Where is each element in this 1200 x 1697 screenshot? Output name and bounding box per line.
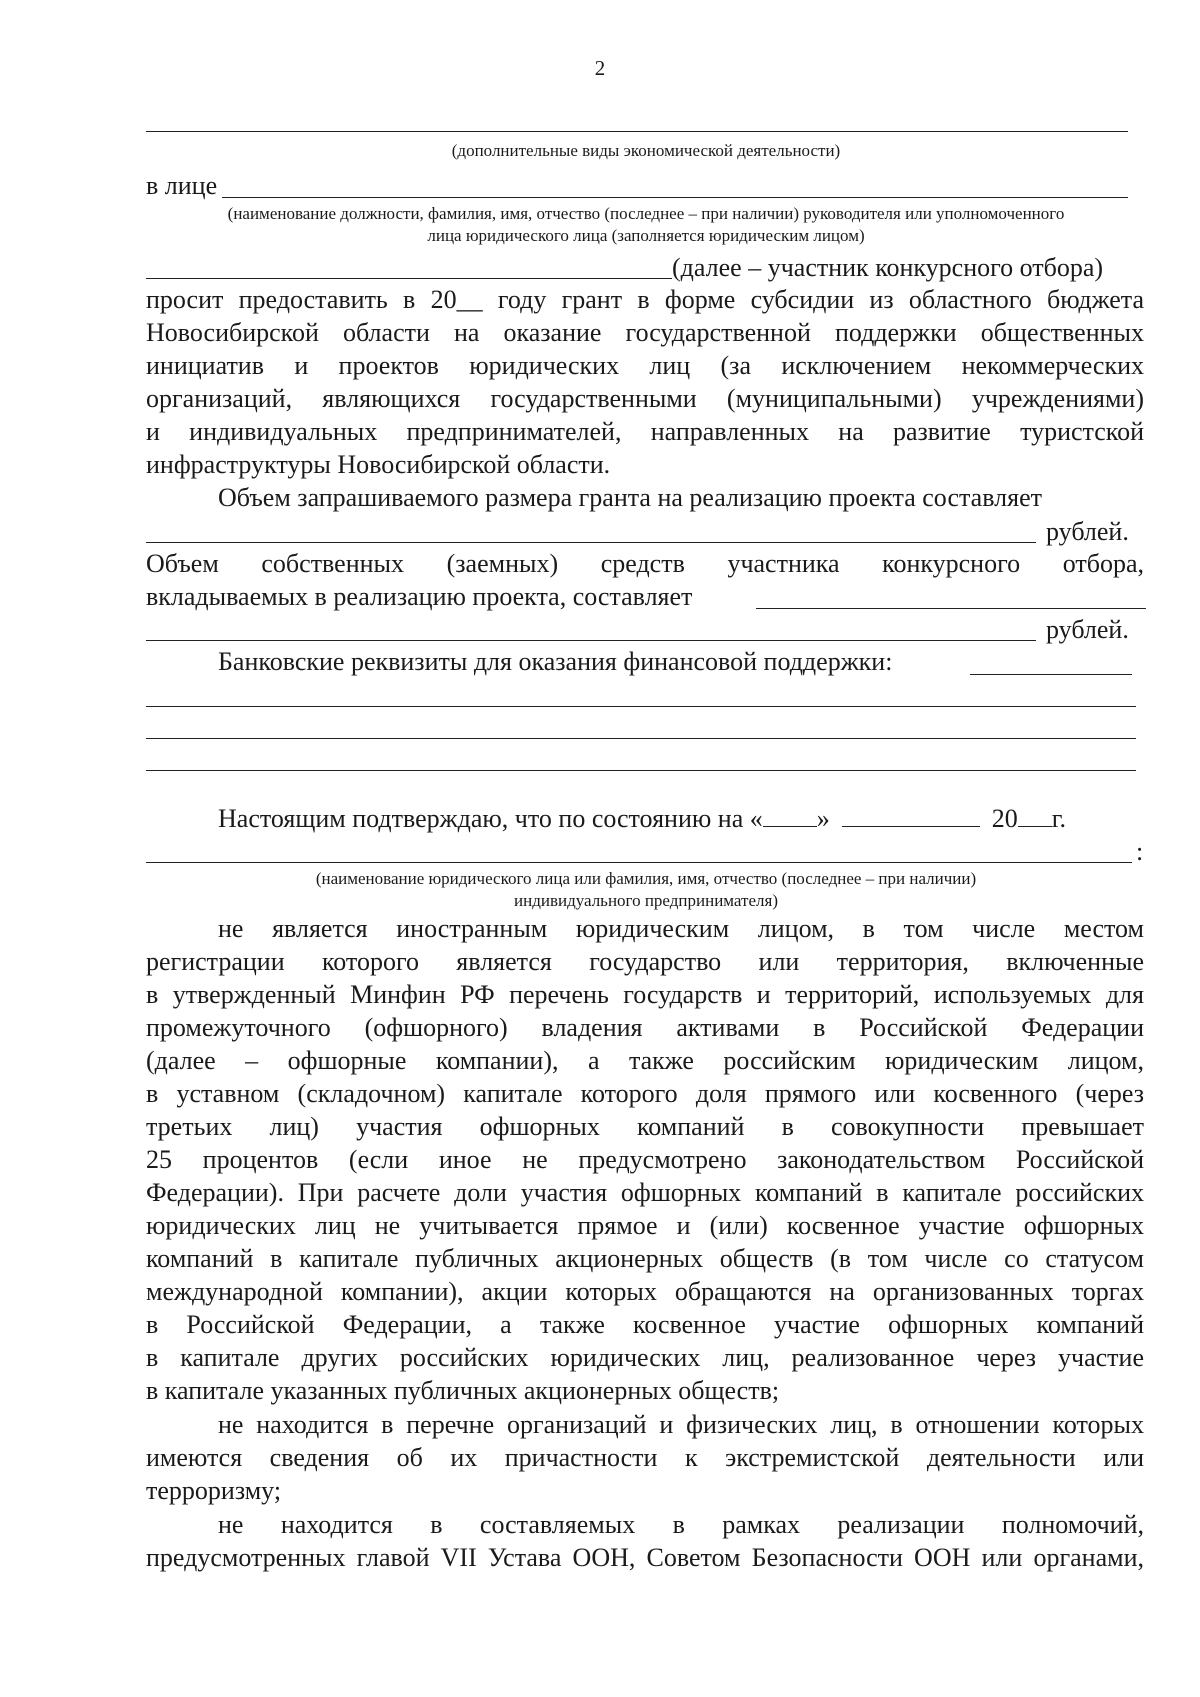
bank-details-blank-line-2 [146,738,1136,739]
extremism-line-3: терроризму; [146,1476,282,1505]
offshore-line-4: промежуточного (офшорного) владения активами в Российской Федерации [146,1013,1144,1042]
year-blank [1018,804,1052,827]
own-funds-blank-line-2 [146,640,1036,641]
offshore-line-12: международной компании), акции которых обращаются на организованных торгах [146,1277,1144,1306]
extremism-line-1: не находится в перечне организаций и физических лиц, в отношении которых [218,1410,1144,1439]
own-funds-line-2: вкладываемых в реализацию проекта, составляет [146,582,693,611]
bank-details-blank-line-1 [146,706,1136,707]
representative-blank-line [222,197,1128,198]
entity-name-caption-line2: индивидуального предпринимателя) [514,891,778,910]
confirm-g: г. [1051,804,1066,833]
request-line-5: и индивидуальных предпринимателей, направленных на развитие туристской [146,417,1144,446]
participant-label: (далее – участник конкурсного отбора) [672,253,1104,282]
activities-caption: (дополнительные виды экономической деятельности) [451,141,841,160]
representative-caption-line2: лица юридического лица (заполняется юридическим лицом) [427,226,865,245]
entity-name-colon: : [1136,837,1144,866]
offshore-line-7: третьих лиц) участия офшорных компаний в совокупности превышает [146,1112,1144,1141]
confirm-text [218,803,1066,835]
own-funds-rubles: рублей. [1046,615,1129,644]
offshore-line-3: в утвержденный Минфин РФ перечень государств и территорий, используемых для [146,980,1144,1009]
entity-name-caption-line1: (наименование юридического лица или фамилия, имя, отчество (последнее – при наличии) [315,869,977,888]
offshore-line-9: Федерации). При расчете доли участия офшорных компаний в капитале российских [146,1178,1144,1207]
offshore-line-1: не является иностранным юридическим лицом, в том числе местом [218,914,1144,943]
participant-blank-line [146,278,672,279]
request-line-2: Новосибирской области на оказание государственной поддержки общественных [146,318,1144,347]
bank-details-label: Банковские реквизиты для оказания финансовой поддержки: [218,647,893,676]
entity-name-blank-line [146,862,1132,863]
v-litse-label: в лице [146,171,218,200]
offshore-line-11: компаний в капитале публичных акционерных обществ (в том числе со статусом [146,1244,1144,1273]
month-blank [842,804,980,827]
grant-amount-blank-line [146,542,1036,543]
day-blank [763,804,817,827]
confirm-prefix: Настоящим подтверждаю, что по состоянию на « [218,804,763,833]
request-line-6: инфраструктуры Новосибирской области. [146,450,611,479]
bank-details-blank-line-3 [146,770,1136,771]
representative-caption-line1: (наименование должности, фамилия, имя, отчество (последнее – при наличии) руководителя или уполномоченного [227,204,1065,223]
confirm-year: 20 [991,804,1018,833]
page-number: 2 [594,56,606,80]
offshore-line-10: юридических лиц не учитывается прямое и (или) косвенное участие офшорных [146,1211,1144,1240]
offshore-line-15: в капитале указанных публичных акционерных обществ; [146,1376,780,1405]
offshore-line-14: в капитале других российских юридических лиц, реализованное через участие [146,1343,1144,1372]
offshore-line-6: в уставном (складочном) капитале которого доля прямого или косвенного (через [146,1079,1144,1108]
own-funds-blank-line-1 [756,608,1146,609]
offshore-line-8: 25 процентов (если иное не предусмотрено законодательством Российской [146,1145,1144,1174]
offshore-line-5: (далее – офшорные компании), а также российским юридическим лицом, [146,1046,1144,1075]
grant-amount-label: Объем запрашиваемого размера гранта на реализацию проекта составляет [218,483,1042,512]
activities-blank-line [146,131,1128,132]
extremism-line-2: имеются сведения об их причастности к экстремистской деятельности или [146,1443,1144,1472]
request-line-1: просит предоставить в 20__ году грант в форме субсидии из областного бюджета [146,285,1144,314]
un-list-line-1: не находится в составляемых в рамках реализации полномочий, [218,1510,1144,1539]
offshore-line-2: регистрации которого является государство или территория, включенные [146,947,1144,976]
offshore-line-13: в Российской Федерации, а также косвенное участие офшорных компаний [146,1310,1144,1339]
request-line-4: организаций, являющихся государственными (муниципальными) учреждениями) [146,384,1144,413]
request-line-3: инициатив и проектов юридических лиц (за исключением некоммерческих [146,351,1144,380]
confirm-quote: » [816,804,830,833]
bank-details-blank-inline [970,674,1132,675]
un-list-line-2: предусмотренных главой VII Устава ООН, Советом Безопасности ООН или органами, [146,1543,1144,1572]
own-funds-line-1: Объем собственных (заемных) средств участника конкурсного отбора, [146,549,1144,578]
grant-amount-rubles: рублей. [1046,517,1129,546]
